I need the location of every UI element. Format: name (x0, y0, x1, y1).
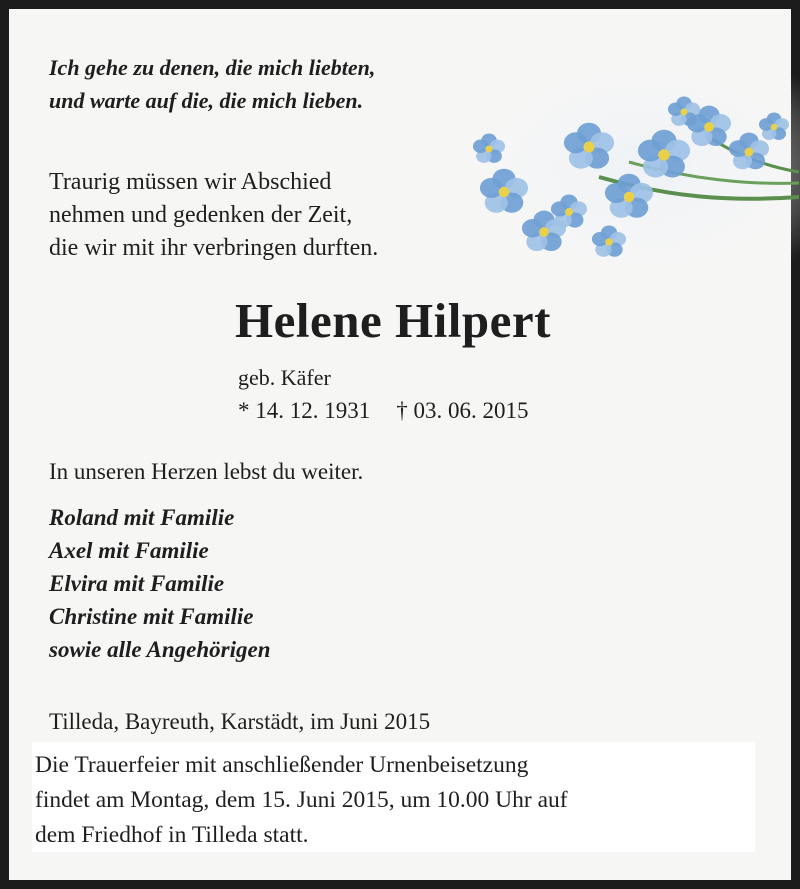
motto-line: Ich gehe zu denen, die mich liebten, (49, 55, 376, 80)
motto (49, 51, 375, 117)
notice-line: dem Friedhof in Tilleda statt. (35, 822, 309, 848)
place-date: Tilleda, Bayreuth, Karstädt, im Juni 2015 (49, 709, 431, 734)
intro-line: nehmen und gedenken der Zeit, (49, 202, 353, 228)
forget-me-not-flowers-image (449, 67, 800, 289)
intro-line: Traurig müssen wir Abschied (49, 169, 332, 195)
motto-line: und warte auf die, die mich lieben. (49, 88, 364, 113)
born-name: geb. Käfer (238, 365, 331, 390)
mourner-item: Christine mit Familie (49, 604, 254, 629)
intro-text (49, 166, 378, 265)
notice-line: Die Trauerfeier mit anschließender Urnenbeisetzung (35, 752, 529, 778)
mourner-item: Roland mit Familie (49, 505, 235, 530)
intro-line: die wir mit ihr verbringen durften. (49, 235, 379, 261)
death-date: † 03. 06. 2015 (396, 398, 529, 423)
mourner-item: Axel mit Familie (49, 538, 209, 563)
mourner-item: Elvira mit Familie (49, 571, 225, 596)
notice-line: findet am Montag, dem 15. Juni 2015, um 10.00 Uhr auf (35, 787, 568, 813)
life-dates (238, 398, 529, 424)
remembrance-text: In unseren Herzen lebst du weiter. (49, 459, 364, 484)
mourner-item: sowie alle Angehörigen (49, 637, 271, 662)
mourners-list (49, 501, 271, 666)
birth-date: * 14. 12. 1931 (238, 398, 371, 423)
funeral-notice (32, 742, 755, 852)
deceased-name: Helene Hilpert (235, 293, 551, 348)
